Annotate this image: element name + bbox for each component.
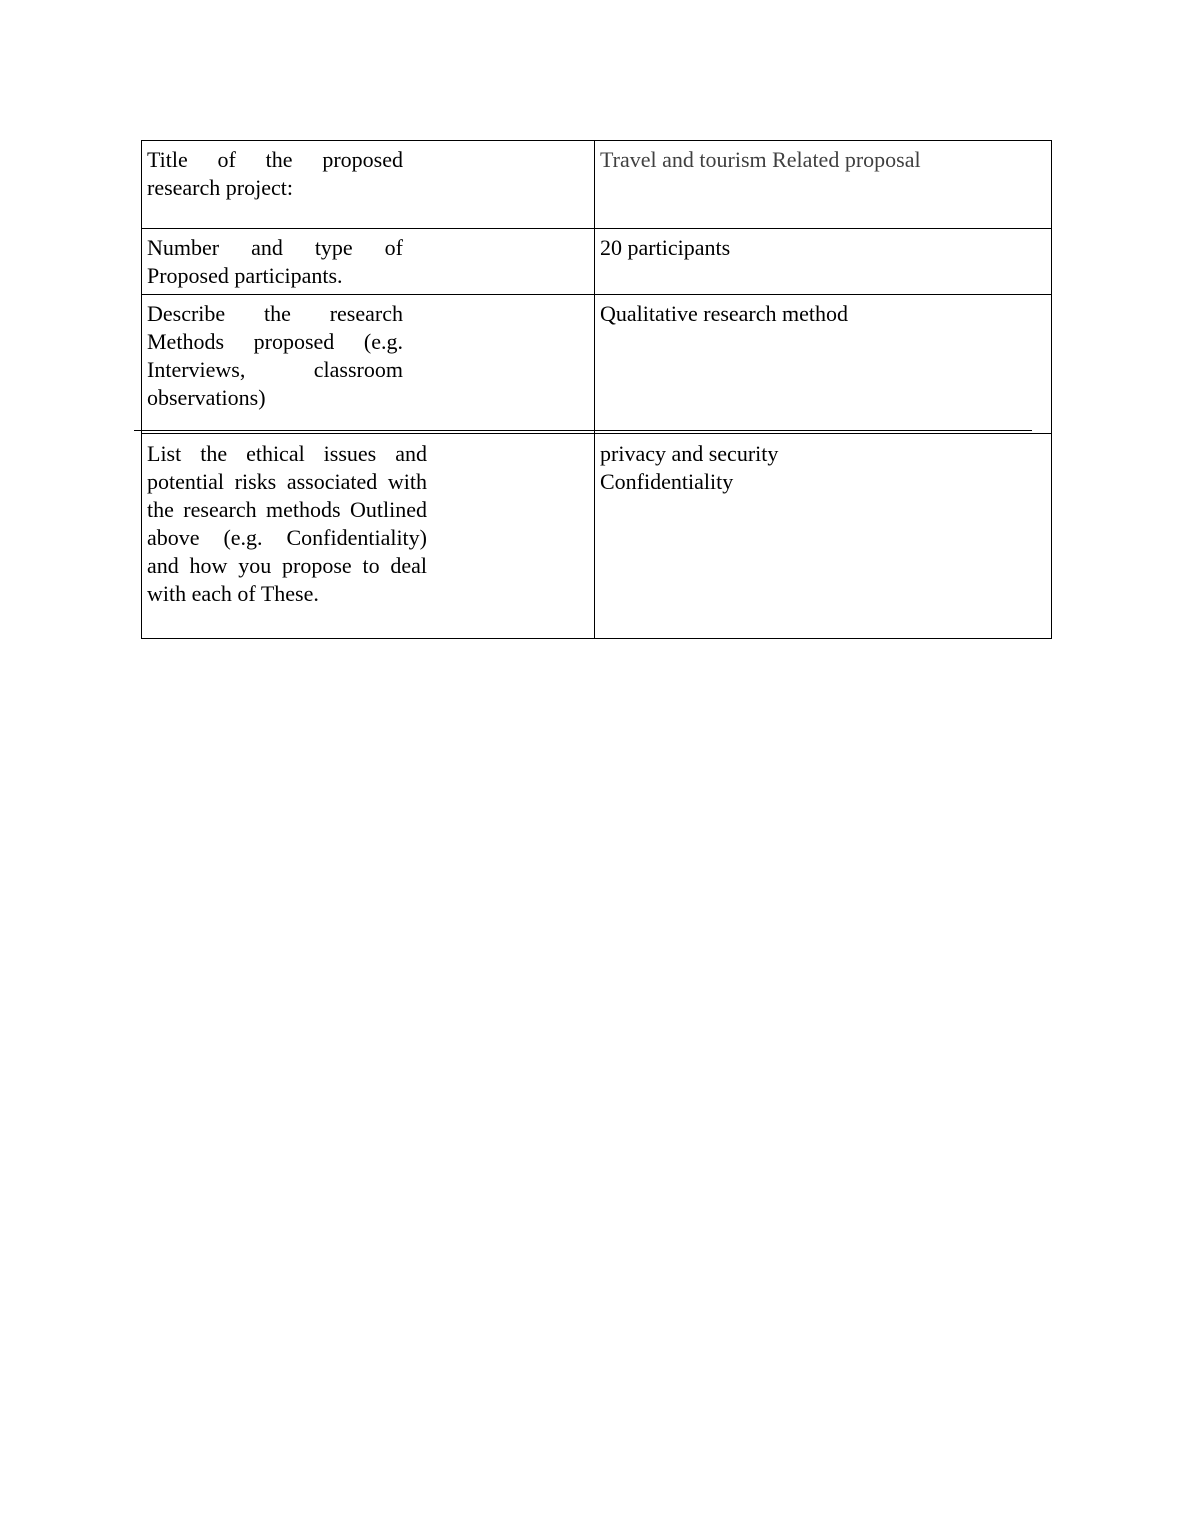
value-cell — [595, 141, 1052, 229]
value-cell — [595, 229, 1052, 295]
table-row-project-title — [142, 141, 1052, 229]
label-cell — [142, 434, 595, 639]
label-cell — [142, 229, 595, 295]
value-cell — [595, 295, 1052, 434]
label-cell — [142, 295, 595, 434]
ethical-issues-value-1: privacy and security — [600, 441, 779, 466]
table-row-methods — [142, 295, 1052, 434]
table-row-participants — [142, 229, 1052, 295]
value-cell — [595, 434, 1052, 639]
label-cell — [142, 141, 595, 229]
table-row-ethical-issues — [142, 434, 1052, 639]
participants-value: 20 participants — [600, 235, 731, 260]
methods-label: Describe the research Methods proposed (e.g. Interviews, classroom observations) — [147, 301, 403, 410]
ethical-issues-label: List the ethical issues and potential risks associated with the research methods Outlined above (e.g. Confidentiality) and how you propose to deal with each of These. — [147, 441, 427, 606]
methods-value: Qualitative research method — [600, 301, 849, 326]
project-title-value: Travel and tourism Related proposal — [600, 147, 921, 172]
ethics-form-table — [141, 140, 1052, 639]
project-title-label: Title of the proposed research project: — [147, 147, 403, 200]
ethical-issues-value-2: Confidentiality — [600, 469, 734, 494]
horizontal-rule — [134, 430, 1032, 431]
participants-label: Number and type of Proposed participants. — [147, 235, 403, 288]
